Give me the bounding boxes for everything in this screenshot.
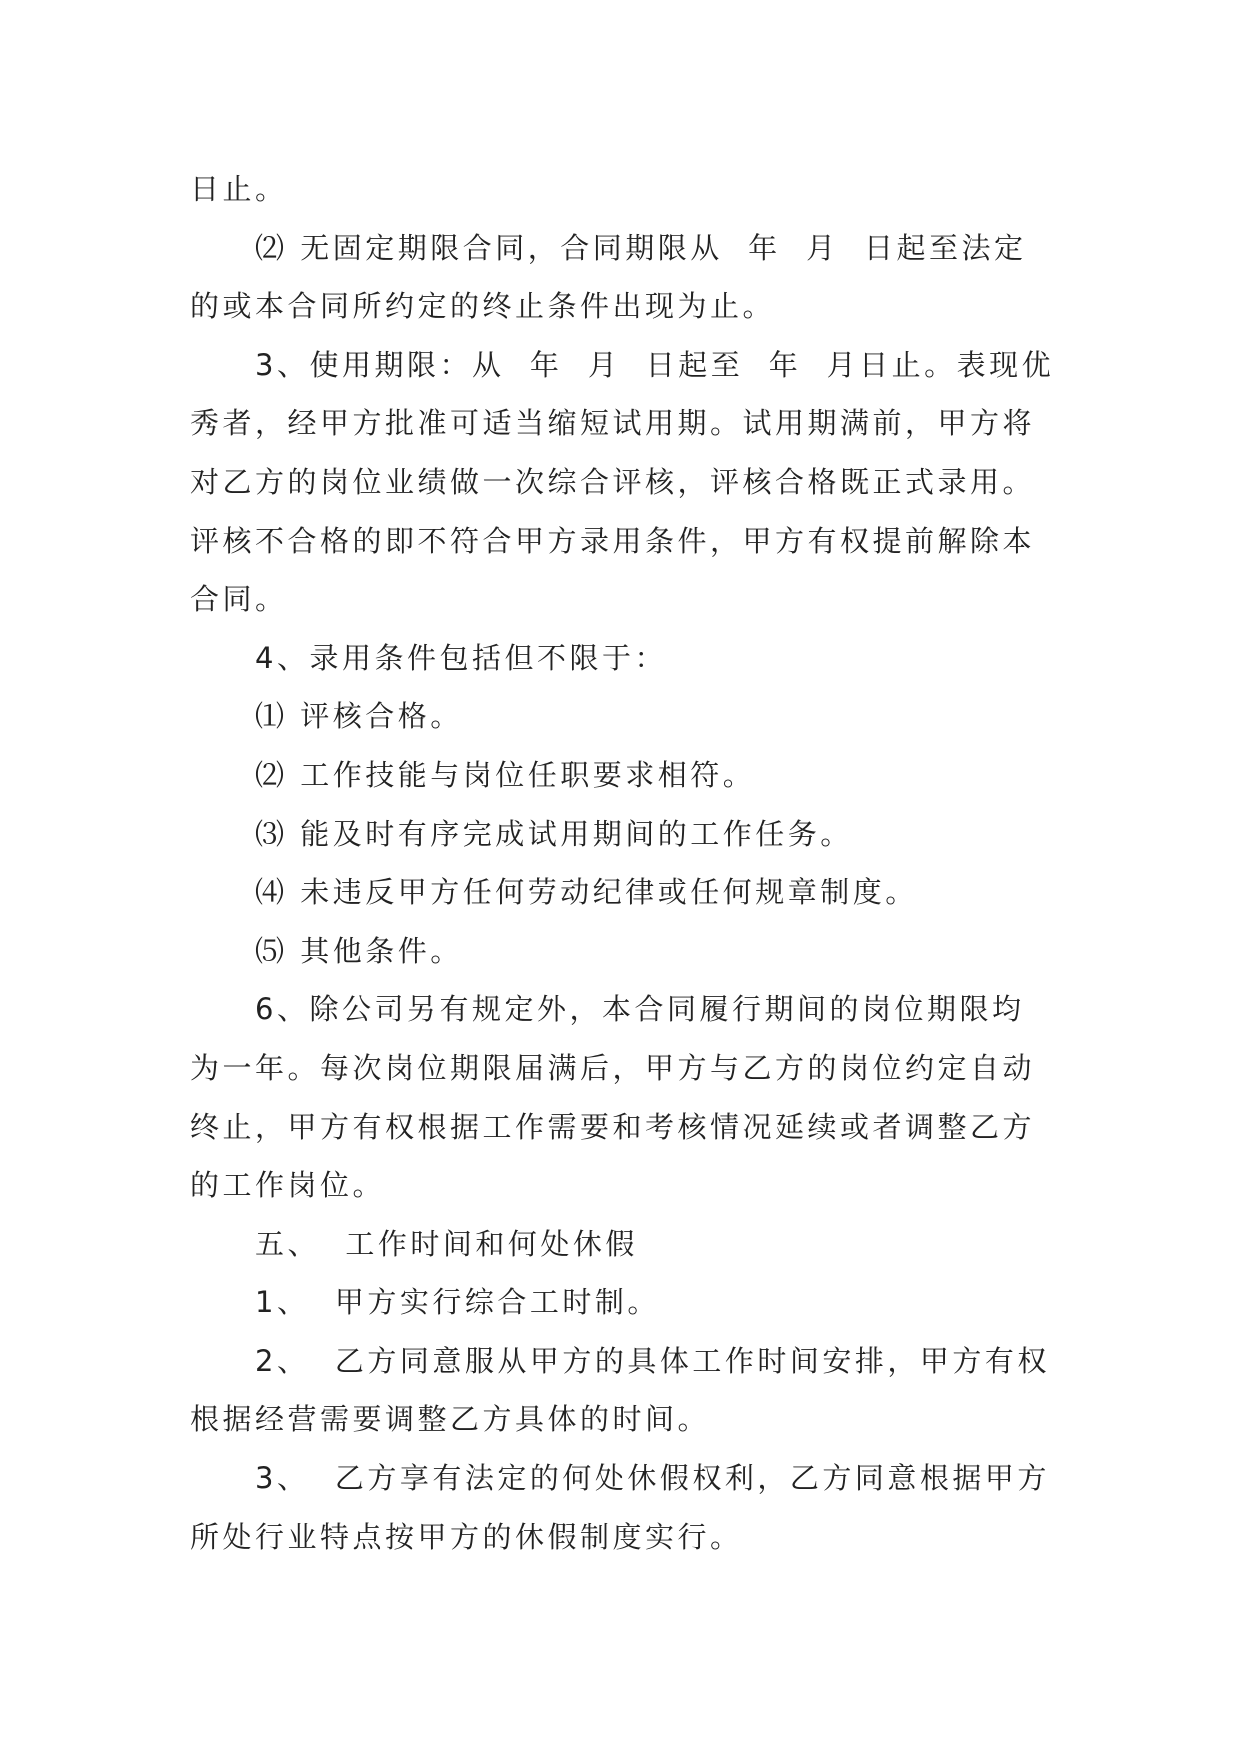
paragraph-5: ⑴ 评核合格。 (255, 699, 463, 734)
paragraph-11: 五、 工作时间和何处休假 (255, 1226, 638, 1261)
paragraph-7: ⑶ 能及时有序完成试用期间的工作任务。 (255, 816, 853, 851)
paragraph-14: 3、 乙方享有法定的何处休假权利，乙方同意根据甲方所处行业特点按甲方的休假制度实行。 (190, 1461, 1050, 1554)
paragraph-3: 3、使用期限：从 年 月 日起至 年 月日止。表现优秀者，经甲方批准可适当缩短试用期。试用期满前，甲方将对乙方的岗位业绩做一次综合评核，评核合格既正式录用。评核不合格的即不符合甲方录用条件，甲方有权提前解除本合同。 (190, 347, 1055, 617)
paragraph-4: 4、录用条件包括但不限于： (255, 640, 667, 675)
document-body (190, 160, 1055, 1566)
paragraph-10: 6、除公司另有规定外，本合同履行期间的岗位期限均为一年。每次岗位期限届满后，甲方与乙方的岗位约定自动终止，甲方有权根据工作需要和考核情况延续或者调整乙方的工作岗位。 (190, 992, 1036, 1203)
paragraph-12: 1、 甲方实行综合工时制。 (255, 1285, 660, 1320)
paragraph-9: ⑸ 其他条件。 (255, 933, 463, 968)
paragraph-8: ⑷ 未违反甲方任何劳动纪律或任何规章制度。 (255, 875, 918, 910)
paragraph-13: 2、 乙方同意服从甲方的具体工作时间安排，甲方有权根据经营需要调整乙方具体的时间。 (190, 1343, 1050, 1437)
paragraph-6: ⑵ 工作技能与岗位任职要求相符。 (255, 757, 756, 792)
paragraph-1: 日止。 (190, 172, 288, 206)
paragraph-2: ⑵ 无固定期限合同，合同期限从 年 月 日起至法定的或本合同所约定的终止条件出现为止。 (190, 230, 1027, 324)
